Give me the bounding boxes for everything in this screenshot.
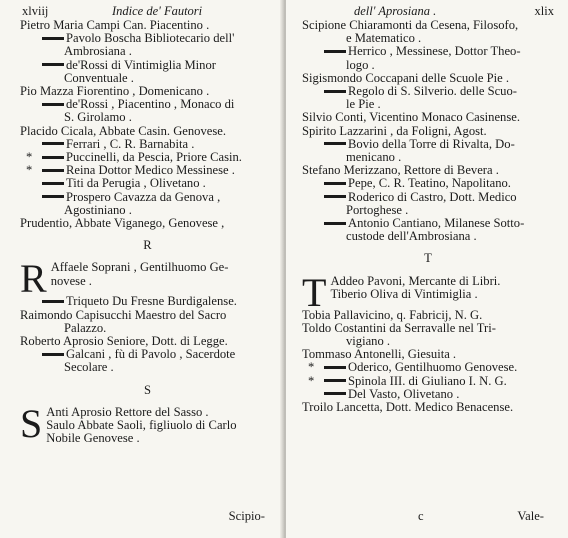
index-line-text: novese . [50,273,92,288]
index-line [302,322,554,335]
index-line-text: Pepe, C. R. Teatino, Napolitano. [348,176,511,191]
index-line-text: Silvio Conti, Vicentino Monaco Casinense. [302,110,520,125]
index-line [20,275,275,288]
dropcap-r: R [20,261,47,296]
index-line-text: Saulo Abbate Saoli, figliuolo di Carlo [46,418,237,433]
index-line [20,217,275,230]
ditto-dash [42,195,64,198]
index-line [302,45,554,58]
section-letter-t: T [424,251,432,266]
left-running-head [20,4,275,19]
index-line-text: e Matematico . [346,31,422,46]
ditto-dash [324,379,346,382]
index-line-text: Agostiniano . [64,202,132,217]
ditto-dash [42,353,64,356]
index-line-text: Raimondo Capisucchi Maestro del Sacro [20,307,227,322]
right-running-head [302,4,554,19]
index-line-text: Reina Dottor Medico Messinese . [66,163,235,178]
index-line-text: Tommaso Antonelli, Giesuita . [302,347,457,362]
ditto-dash [324,50,346,53]
t-entries [302,309,554,415]
dropcap-t: T [302,274,327,309]
index-line-text: Tiberio Oliva di Vintimiglia . [330,286,478,301]
index-line [302,288,554,301]
right-page [286,0,568,538]
index-line-text: de'Rossi di Vintimiglia Minor [66,57,216,72]
left-entries [20,19,275,230]
section-letter-r: R [143,238,152,253]
index-line-text: Tobia Pallavicino, q. Fabricij, N. G. [302,307,483,322]
ditto-dash [324,142,346,145]
index-line [20,309,275,322]
s-section-start [20,406,275,446]
t-first-entries [302,275,554,301]
signature-mark: c [418,509,424,523]
left-running-title: Indice de' Fautori [112,4,203,18]
index-line-text: Oderico, Gentilhuomo Genovese. [348,360,518,375]
index-line [20,32,275,45]
index-line-text: Puccinelli, da Pescia, Priore Casin. [66,150,242,165]
index-line-text: Stefano Merizzano, Rettore di Bevera . [302,163,499,178]
index-line-text: Addeo Pavoni, Mercante di Libri. [330,274,501,288]
index-line [302,230,554,243]
index-line-text: Prospero Cavazza da Genova , [66,189,221,204]
index-line-text: Affaele Soprani , Gentilhuomo Ge- [50,261,229,275]
ditto-dash [324,366,346,369]
index-line [20,59,275,72]
index-line-text: menicano . [346,150,402,165]
index-line-text: Anti Aprosio Rettore del Sasso . [46,405,209,419]
ditto-dash [42,142,64,145]
left-page [0,0,283,538]
right-catchword: Vale- [517,509,544,523]
ditto-dash [42,63,64,66]
index-line-text: Toldo Costantini da Serravalle nel Tri- [302,320,496,335]
asterisk-mark: * [26,150,33,165]
r-section-start [20,261,275,295]
index-line-text: Spinola III. di Giuliano I. N. G. [348,373,507,388]
left-page-number: xlviij [22,4,49,18]
s-entries [20,406,275,446]
ditto-dash [42,103,64,106]
index-line [20,348,275,361]
r-first-entry [20,261,275,287]
index-line-text: Antonio Cantiano, Milanese Sotto- [348,216,525,231]
ditto-dash [324,392,346,395]
left-catchword: Scipio- [228,509,265,523]
index-line-text: Herrico , Messinese, Dottor Theo- [348,44,521,59]
ditto-dash [42,169,64,172]
ditto-dash [324,90,346,93]
index-line-text: Pavolo Boscha Bibliotecario dell' [66,31,235,46]
index-line-text: Del Vasto, Olivetano . [348,386,460,401]
r-entries [20,295,275,374]
asterisk-mark: * [308,373,315,388]
index-line-text: logo . [346,57,375,72]
t-section-start [302,275,554,309]
index-line [20,98,275,111]
index-line-text: de'Rossi , Piacentino , Monaco di [66,97,235,112]
index-line-text: Triqueto Du Fresne Burdigalense. [66,294,237,309]
index-line-text: Nobile Genovese . [46,431,140,446]
index-line-text: Ferrari , C. R. Barnabita . [66,136,195,151]
right-entries [302,19,554,243]
index-line-text: Bovio della Torre di Rivalta, Do- [348,136,515,151]
index-line [302,85,554,98]
index-line-text: custode dell'Ambrosiana . [346,229,477,244]
index-line-text: Scipione Chiaramonti da Cesena, Filosofo, [302,18,519,32]
index-line-text: Portoghese . [346,202,409,217]
index-line-text: Titi da Perugia , Olivetano . [66,176,206,191]
index-line-text: Sigismondo Coccapani delle Scuole Pie . [302,70,510,85]
ditto-dash [324,182,346,185]
index-line-text: Galcani , fù di Pavolo , Sacerdote [66,347,236,362]
index-line-text: Roberto Aprosio Seniore, Dott. di Legge. [20,334,228,349]
index-line [302,138,554,151]
dropcap-s: S [20,405,43,446]
index-line-text: Placido Cicala, Abbate Casin. Genovese. [20,123,226,138]
index-line-text: Regolo di S. Silverio. delle Scuo- [348,84,517,99]
index-line [20,432,275,445]
index-line-text: Roderico di Castro, Dott. Medico [348,189,517,204]
asterisk-mark: * [26,163,33,178]
right-page-number: xlix [534,4,554,18]
index-line-text: S. Girolamo . [64,110,132,125]
index-line-text: vigiano . [346,334,391,349]
index-line-text: Troilo Lancetta, Dott. Medico Benacense. [302,400,514,415]
index-line-text: Secolare . [64,360,114,375]
index-line [20,191,275,204]
ditto-dash [42,156,64,159]
index-line-text: le Pie . [346,97,381,112]
index-line-text: Prudentio, Abbate Viganego, Genovese , [20,216,225,231]
index-line-text: Spirito Lazzarini , da Foligni, Agost. [302,123,487,138]
ditto-dash [324,195,346,198]
index-line-text: Conventuale . [64,70,134,85]
index-line [302,401,554,414]
index-line-text: Pietro Maria Campi Can. Piacentino . [20,18,210,32]
index-line [302,19,554,32]
section-letter-s: S [143,382,151,397]
ditto-dash [42,182,64,185]
ditto-dash [324,222,346,225]
index-line-text: Ambrosiana . [64,44,132,59]
index-line-text: Palazzo. [64,320,107,335]
asterisk-mark: * [308,360,315,375]
index-line-text: Pio Mazza Fiorentino , Domenicano . [20,84,210,99]
ditto-dash [42,300,64,303]
right-running-title: dell' Aprosiana . [354,4,437,18]
index-line [20,361,275,374]
index-line [302,191,554,204]
ditto-dash [42,37,64,40]
